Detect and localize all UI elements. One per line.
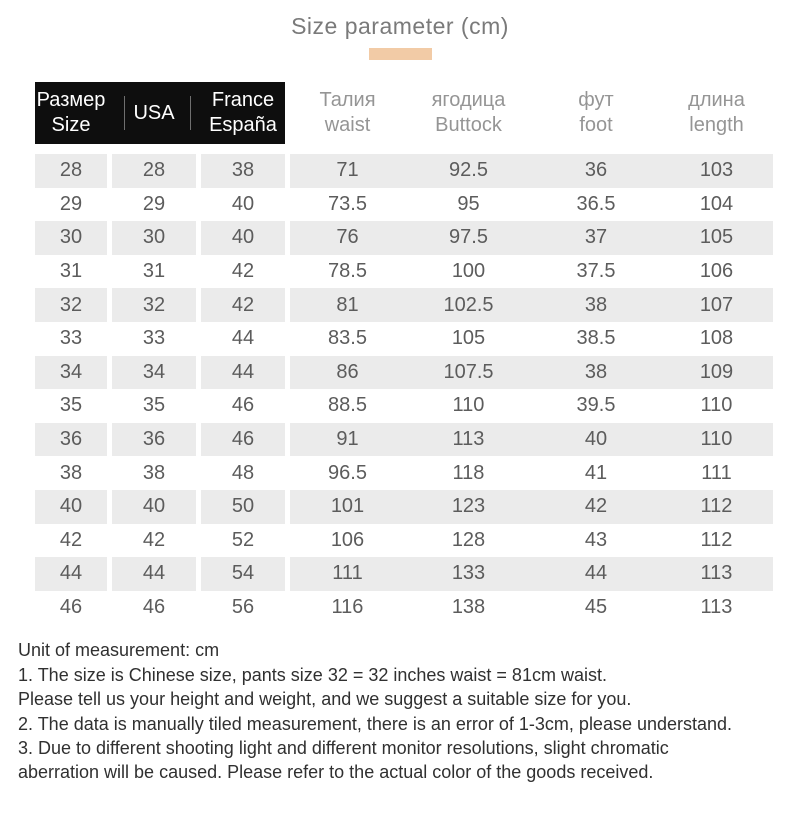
cell-france: 46: [201, 423, 285, 457]
title-accent-underline: [369, 48, 432, 60]
cell-foot: 36.5: [576, 192, 616, 215]
cell-waist: 88.5: [328, 394, 367, 417]
measurements-group: [290, 591, 773, 625]
cell-france: 42: [201, 288, 285, 322]
cell-waist: 106: [330, 528, 365, 551]
header-france: France: [211, 89, 275, 111]
notes: [18, 638, 790, 784]
cell-size: 35: [59, 394, 83, 417]
note-line: Please tell us your height and weight, and we suggest a suitable size for you.: [18, 689, 632, 710]
cell-foot: 38: [584, 293, 608, 316]
cell-size: 34: [35, 356, 107, 390]
measurements-group: [290, 524, 773, 558]
measurements-group: [290, 389, 773, 423]
note-line: 3. Due to different shooting light and different monitor resolutions, slight chromatic: [18, 737, 669, 758]
measurements-group: [290, 557, 773, 591]
cell-waist: 101: [330, 495, 365, 518]
measurements-group: [290, 456, 773, 490]
cell-usa: 42: [142, 528, 166, 551]
cell-length: 108: [699, 327, 734, 350]
cell-foot: 42: [584, 495, 608, 518]
header-buttock-ru: ягодица: [431, 89, 506, 111]
cell-usa: 31: [142, 260, 166, 283]
cell-foot: 38: [584, 360, 608, 383]
cell-france: 38: [201, 154, 285, 188]
header-waist-en: waist: [324, 114, 371, 136]
cell-length: 113: [700, 562, 733, 585]
cell-size: 29: [59, 192, 83, 215]
cell-waist: 86: [336, 360, 359, 383]
cell-france: 46: [231, 394, 255, 417]
cell-size: 38: [59, 461, 83, 484]
table-row: [35, 322, 773, 356]
note-line: Unit of measurement: cm: [18, 640, 220, 661]
cell-usa: 34: [112, 356, 196, 390]
cell-foot: 38.5: [576, 327, 616, 350]
cell-france: 48: [231, 461, 255, 484]
cell-france: 40: [201, 221, 285, 255]
cell-length: 112: [700, 528, 733, 551]
cell-foot: 37: [584, 226, 608, 249]
measurements-group: [290, 255, 773, 289]
table-row: [35, 423, 773, 457]
header-waist-ru: Талия: [319, 89, 376, 111]
table-row: [35, 356, 773, 390]
measurements-group: [290, 423, 773, 457]
cell-france: 56: [231, 596, 255, 619]
measurements-group: [290, 188, 773, 222]
table-header: [35, 82, 773, 144]
measurements-group: [290, 322, 773, 356]
cell-foot: 41: [584, 461, 608, 484]
cell-waist: 73.5: [328, 192, 367, 215]
measurements-group: [290, 288, 773, 322]
header-buttock-en: Buttock: [435, 114, 502, 136]
size-standards-header: [35, 82, 285, 144]
cell-waist: 76: [336, 226, 359, 249]
cell-length: 104: [699, 192, 734, 215]
cell-france: 54: [201, 557, 285, 591]
cell-usa: 29: [142, 192, 166, 215]
cell-size: 31: [59, 260, 83, 283]
table-row: [35, 188, 773, 222]
measurements-group: [290, 490, 773, 524]
cell-length: 106: [699, 260, 734, 283]
cell-size: 32: [35, 288, 107, 322]
cell-waist: 91: [336, 428, 359, 451]
cell-buttock: 118: [452, 461, 485, 484]
header-foot-en: foot: [579, 114, 613, 136]
cell-usa: 35: [142, 394, 166, 417]
cell-length: 110: [700, 428, 733, 451]
table-row: [35, 389, 773, 423]
cell-foot: 43: [584, 528, 608, 551]
cell-foot: 37.5: [576, 260, 616, 283]
cell-foot: 44: [584, 562, 608, 585]
header-size-en: Size: [51, 114, 91, 136]
table-row: [35, 221, 773, 255]
cell-france: 40: [231, 192, 255, 215]
header-length: [660, 82, 773, 144]
cell-length: 112: [700, 495, 733, 518]
cell-france: 42: [231, 260, 255, 283]
cell-waist: 111: [332, 562, 363, 585]
measurements-group: [290, 154, 773, 188]
cell-waist: 83.5: [328, 327, 367, 350]
cell-buttock: 102.5: [443, 293, 494, 316]
cell-foot: 39.5: [576, 394, 616, 417]
cell-france: 44: [231, 327, 255, 350]
cell-size: 46: [59, 596, 83, 619]
cell-buttock: 97.5: [449, 226, 488, 249]
cell-usa: 38: [142, 461, 166, 484]
cell-buttock: 95: [457, 192, 480, 215]
table-row: [35, 524, 773, 558]
cell-buttock: 105: [451, 327, 486, 350]
header-size: [35, 82, 107, 144]
cell-usa: 44: [112, 557, 196, 591]
header-usa: [112, 82, 196, 144]
header-waist: [290, 82, 405, 144]
cell-length: 113: [700, 596, 733, 619]
cell-waist: 78.5: [328, 260, 367, 283]
cell-buttock: 128: [451, 528, 486, 551]
cell-foot: 36: [584, 159, 608, 182]
measurements-group: [290, 356, 773, 390]
cell-buttock: 110: [452, 394, 485, 417]
cell-foot: 40: [584, 428, 608, 451]
cell-length: 109: [699, 360, 734, 383]
cell-foot: 45: [584, 596, 608, 619]
measurements-group: [290, 221, 773, 255]
cell-usa: 46: [142, 596, 166, 619]
cell-waist: 71: [336, 159, 359, 182]
table-row: [35, 490, 773, 524]
note-line: 1. The size is Chinese size, pants size 32 = 32 inches waist = 81cm waist.: [18, 664, 607, 685]
cell-waist: 81: [336, 293, 359, 316]
header-buttock: [405, 82, 532, 144]
cell-length: 103: [699, 159, 734, 182]
cell-france: 44: [201, 356, 285, 390]
header-length-en: length: [689, 114, 744, 136]
table-body: [35, 154, 773, 624]
page-title: Size parameter (cm): [291, 13, 509, 39]
header-length-ru: длина: [688, 89, 745, 111]
table-row: [35, 154, 773, 188]
cell-size: 44: [35, 557, 107, 591]
cell-usa: 30: [112, 221, 196, 255]
table-row: [35, 255, 773, 289]
cell-waist: 96.5: [328, 461, 367, 484]
cell-size: 42: [59, 528, 83, 551]
cell-size: 36: [35, 423, 107, 457]
header-foot-ru: фут: [578, 89, 614, 111]
cell-usa: 33: [142, 327, 166, 350]
cell-buttock: 107.5: [443, 360, 494, 383]
cell-france: 50: [201, 490, 285, 524]
cell-size: 33: [59, 327, 83, 350]
cell-usa: 32: [112, 288, 196, 322]
table-row: [35, 591, 773, 625]
cell-buttock: 138: [451, 596, 486, 619]
cell-size: 28: [35, 154, 107, 188]
cell-usa: 28: [112, 154, 196, 188]
cell-buttock: 92.5: [449, 159, 488, 182]
cell-usa: 36: [112, 423, 196, 457]
header-usa-label: USA: [133, 101, 175, 124]
note-line: aberration will be caused. Please refer to the actual color of the goods received.: [18, 762, 654, 783]
note-line: 2. The data is manually tiled measurement, there is an error of 1-3cm, please understand.: [18, 713, 733, 734]
cell-length: 105: [699, 226, 734, 249]
header-france-espana: [201, 82, 285, 144]
table-row: [35, 456, 773, 490]
cell-buttock: 113: [452, 428, 485, 451]
cell-length: 107: [699, 293, 734, 316]
table-row: [35, 288, 773, 322]
table-row: [35, 557, 773, 591]
cell-waist: 116: [331, 596, 364, 619]
header-foot: [532, 82, 660, 144]
header-size-ru: Размер: [36, 89, 106, 111]
cell-length: 110: [700, 394, 733, 417]
cell-buttock: 123: [451, 495, 486, 518]
size-table: [35, 82, 773, 624]
cell-france: 52: [231, 528, 255, 551]
header-espana: España: [209, 114, 277, 136]
cell-size: 40: [35, 490, 107, 524]
cell-buttock: 133: [451, 562, 486, 585]
cell-usa: 40: [112, 490, 196, 524]
measurement-headers: [290, 82, 773, 144]
cell-length: 111: [701, 461, 732, 484]
cell-buttock: 100: [451, 260, 486, 283]
cell-size: 30: [35, 221, 107, 255]
